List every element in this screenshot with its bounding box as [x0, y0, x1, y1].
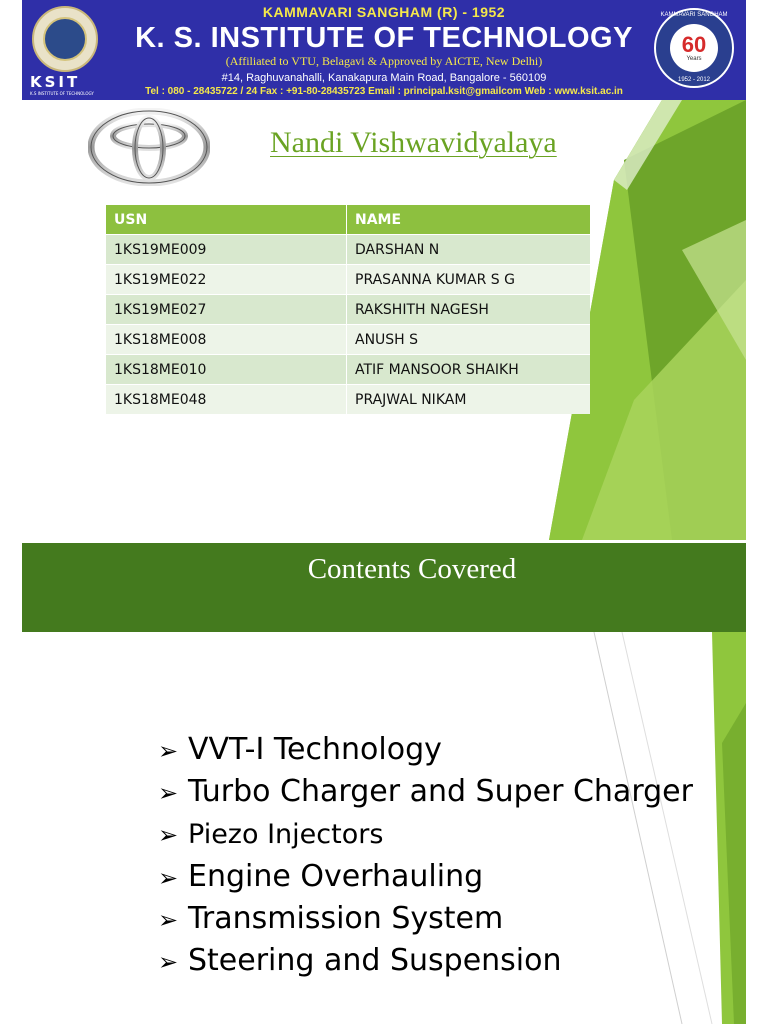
arrow-bullet-icon: ➢: [158, 948, 179, 977]
badge-years: Years: [686, 56, 702, 62]
arrow-bullet-icon: ➢: [158, 779, 179, 808]
badge-number: 60: [681, 32, 707, 57]
table-row: [106, 355, 590, 385]
table-row: [106, 265, 590, 295]
column-header-usn: USN: [106, 205, 347, 235]
slide-title: Nandi Vishwavidyalaya: [270, 126, 557, 159]
title-band: [22, 543, 746, 632]
toyota-emblem-icon: [88, 108, 210, 186]
list-item-label: Engine Overhauling: [188, 858, 484, 894]
table-row: [106, 235, 590, 265]
ksit-logo: KSIT: [30, 73, 81, 91]
table-row: [106, 295, 590, 325]
usn-cell: 1KS19ME022: [106, 265, 347, 295]
name-cell: ANUSH S: [347, 325, 591, 355]
usn-cell: 1KS18ME008: [106, 325, 347, 355]
college-header-banner: [22, 0, 746, 100]
arrow-bullet-icon: ➢: [158, 863, 179, 892]
list-item: [158, 771, 693, 813]
arrow-bullet-icon: ➢: [158, 820, 179, 849]
usn-cell: 1KS19ME009: [106, 235, 347, 265]
name-cell: PRASANNA KUMAR S G: [347, 265, 591, 295]
contents-slide: [22, 543, 746, 1024]
name-cell: PRAJWAL NIKAM: [347, 385, 591, 415]
column-header-name: NAME: [347, 205, 591, 235]
badge-label: KAMMAVARI SANGHAM: [660, 12, 728, 18]
list-item-label: Steering and Suspension: [188, 943, 562, 979]
ksit-logo-subtext: K.S INSTITUTE OF TECHNOLOGY: [30, 91, 94, 96]
contents-list: [158, 729, 693, 983]
arrow-bullet-icon: ➢: [158, 906, 179, 935]
student-table: [106, 205, 590, 414]
list-item-label: Turbo Charger and Super Charger: [188, 774, 693, 810]
title-slide: [22, 100, 746, 540]
list-item: [158, 729, 693, 771]
usn-cell: 1KS19ME027: [106, 295, 347, 325]
table-row: [106, 385, 590, 415]
list-item-label: Piezo Injectors: [188, 818, 384, 850]
anniversary-badge-icon: [654, 8, 734, 88]
name-cell: DARSHAN N: [347, 235, 591, 265]
usn-cell: 1KS18ME010: [106, 355, 347, 385]
affiliation-line: (Affiliated to VTU, Belagavi & Approved by AICTE, New Delhi): [225, 54, 543, 68]
name-cell: RAKSHITH NAGESH: [347, 295, 591, 325]
badge-span: 1952 - 2012: [677, 77, 711, 83]
list-item-label: VVT-I Technology: [188, 732, 442, 767]
usn-cell: 1KS18ME048: [106, 385, 347, 415]
college-title: K. S. INSTITUTE OF TECHNOLOGY: [135, 22, 633, 54]
sangham-line: KAMMAVARI SANGHAM (R) - 1952: [262, 4, 506, 20]
table-row: [106, 325, 590, 355]
contact-line: Tel : 080 - 28435722 / 24 Fax : +91-80-28435723 Email : principal.ksit@gmailcom Web : www.ksit.ac.in: [145, 86, 623, 97]
list-item: [158, 856, 693, 898]
arrow-bullet-icon: ➢: [158, 737, 179, 765]
contents-title: Contents Covered: [307, 553, 517, 585]
table-header-row: [106, 205, 590, 235]
list-item: [158, 898, 693, 940]
list-item-label: Transmission System: [188, 901, 504, 937]
name-cell: ATIF MANSOOR SHAIKH: [347, 355, 591, 385]
list-item: [158, 814, 693, 856]
address-line: #14, Raghuvanahalli, Kanakapura Main Road, Bangalore - 560109: [221, 72, 547, 84]
list-item: [158, 940, 693, 982]
